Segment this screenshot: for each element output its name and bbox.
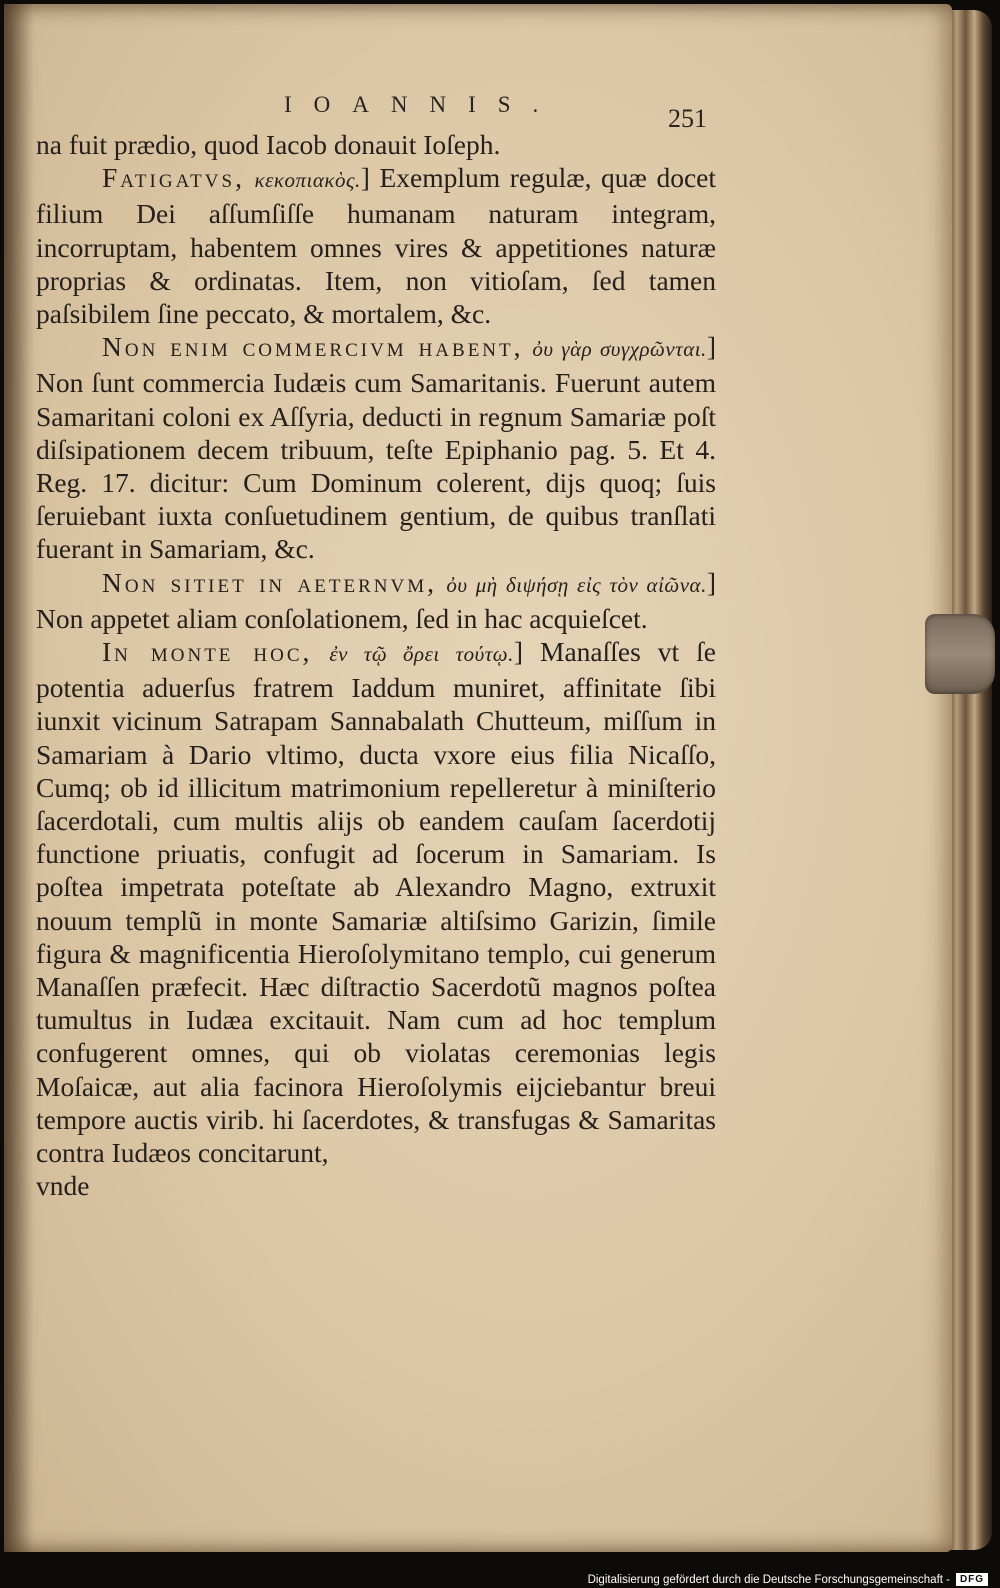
paragraph-text: ] Exemplum regulæ, quæ docet filium Dei aſſumſiſſe humanam naturam integram, incorruptam, habentem omnes vires & appetitiones naturæ proprias & ordinatas. Item, non vitioſam, ſed tamen paſsibilem ſine peccato, & mortalem, &c. [36,162,717,330]
lemma: Non enim commercivm habent, [102,331,524,363]
paragraph-monte [36,635,716,1169]
paragraph-fatigatus [36,161,716,330]
paragraph-sitiet [36,566,716,635]
paragraph-text: ] Manaſſes vt ſe potentia aduerſus fratrem Iaddum muniret, affinitate ſibi iunxit vicinum Satrapam Sannabalath Chutteum, miſſum in Samariam à Dario vltimo, ducta vxore eius filia Nicaſſo, Cumq; ob id illicitum matrimonium repelleretur à miniſterio ſacerdotali, cum multis alijs ob eandem cauſam ſacerdotij functione priuatis, confugit ad ſocerum in Samariam. Is poſtea impetrata poteſtate ab Alexandro Magno, extruxit nouum templũ in monte Samariæ altiſsimo Garizin, ſimile figura & magnificentia Hieroſolymitano templo, cui generum Manaſſen præfecit. Hæc diſtractio Sacerdotũ magnos poſtea tumultus in Iudæa excitauit. Nam cum ad hoc templum confugerent omnes, qui ob violatas ceremonias legis Moſaicæ, aut alia facinora Hieroſolymis eijciebantur breui tempore auctis virib. hi ſacerdotes, & transfugas & Samaritas contra Iudæos concitarunt, [36,636,716,1169]
bookmark-clip [925,614,995,694]
book-page-edges [948,10,992,1550]
paragraph-text: ] Non appetet aliam conſolationem, ſed in hac acquieſcet. [36,566,716,634]
running-head: IOANNIS. [284,92,561,117]
paragraph-commercium [36,330,716,565]
lemma: In monte hoc, [102,636,313,668]
greek-term: κεκοπιακὸς. [254,168,361,193]
continuation-line [36,128,716,161]
page-gutter-shadow [4,4,34,1552]
lemma: Non sitiet in aeternvm, [102,566,437,598]
funding-credit: Digitalisierung gefördert durch die Deutsche Forschungsgemeinschaft - [587,1574,950,1586]
dfg-logo: DFG [956,1573,988,1586]
paragraph-text: na fuit prædio, quod Iacob donauit Ioſeph. [36,129,501,160]
main-text [36,128,716,1203]
book-page [4,4,952,1552]
greek-term: ὀυ μὴ διψήσῃ εἰς τὸν αἰῶνα. [446,572,707,597]
paragraph-text: ] Non ſunt commercia Iudæis cum Samaritanis. Fuerunt autem Samaritani coloni ex Aſſyria, deducti in regnum Samariæ poſt diſsipationem decem tribuum, teſte Epiphanio pag. 5. Et 4. Reg. 17. dicitur: Cum Dominum colerent, dijs quoq; ſuis ſeruiebant iuxta conſuetudinem gentium, de quibus tranſlati fuerant in Samariam, &c. [36,331,716,565]
page-number: 251 [668,104,707,133]
greek-term: ἐν τῷ ὄρει τούτῳ. [329,642,514,667]
catchword: vnde [36,1170,90,1202]
greek-term: ὀυ γὰρ συγχρῶνται. [532,337,707,362]
lemma: Fatigatvs, [102,162,245,194]
